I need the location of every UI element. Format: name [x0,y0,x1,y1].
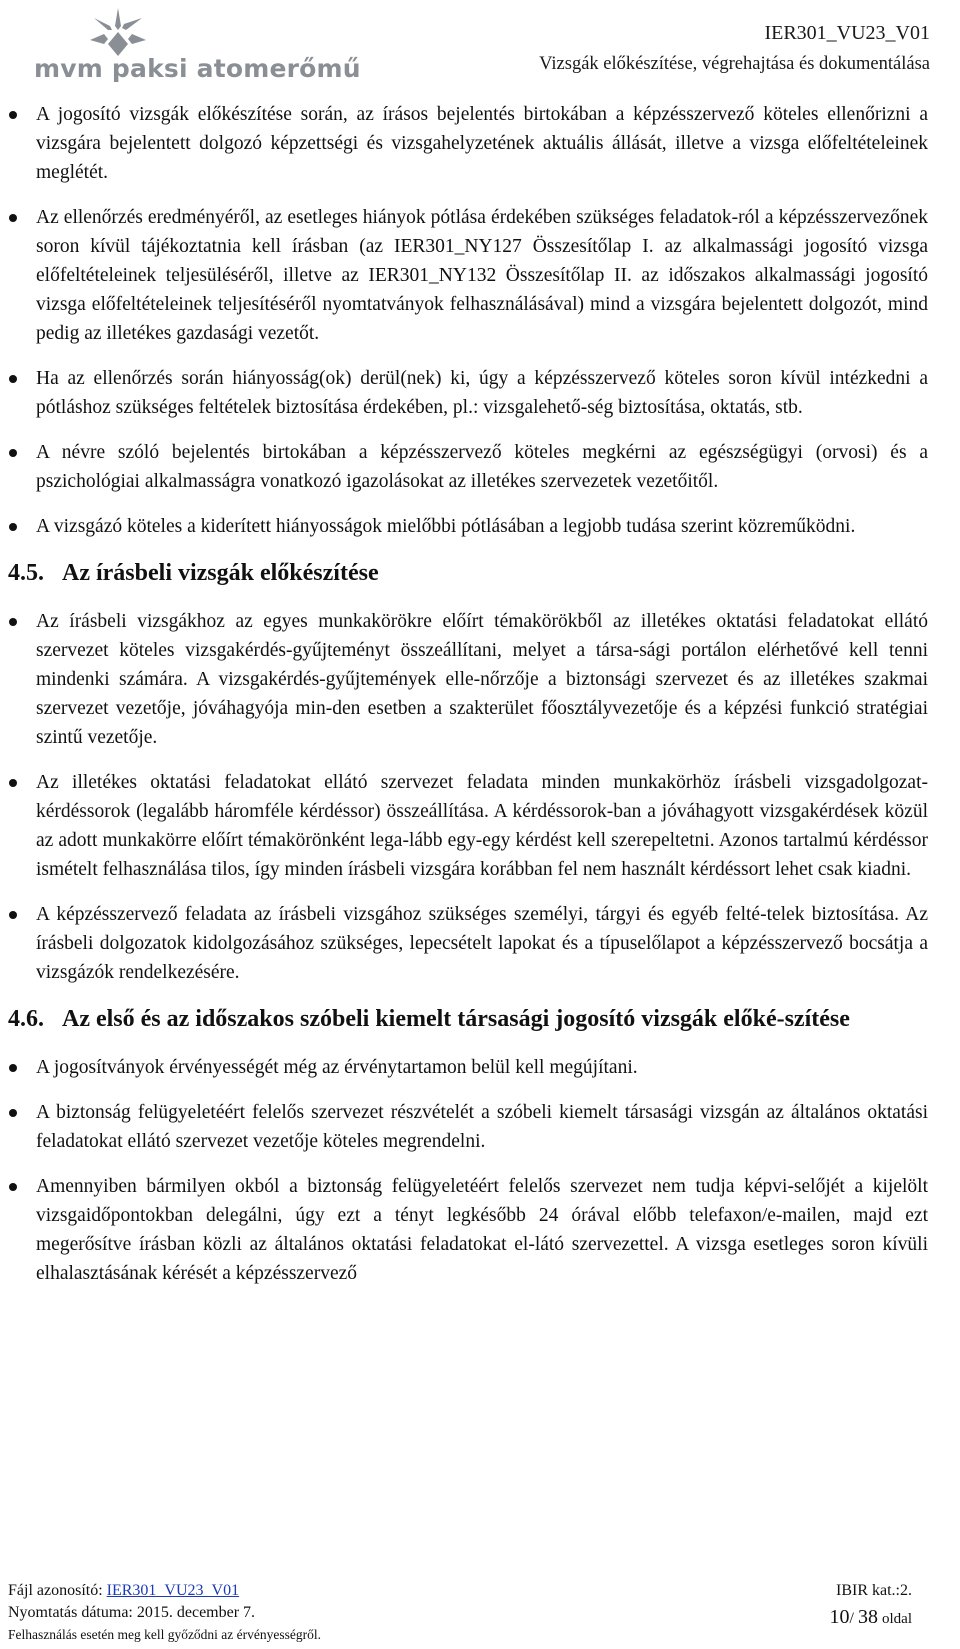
document-title: Vizsgák előkészítése, végrehajtása és dokumentálása [539,54,930,74]
page-number [830,1606,912,1629]
logo-text: mvm paksi atomerőmű [34,54,361,83]
list-item-text: A vizsgázó köteles a kiderített hiányosságok mielőbbi pótlásában a legjobb tudása szerint közreműködni. [36,516,856,537]
file-id-row [8,1580,321,1602]
page-header [0,0,960,100]
list-item-text: A jogosító vizsgák előkészítése során, az írásos bejelentés birtokában a képzésszervező köteles ellenőrizni a vizsgára bejelentett dolgozó képzettségi és vizsgahelyzetének aktuális állását, illetve a vizsga előfeltételeinek meglétét. [36,104,928,183]
bullet-icon [9,1183,17,1191]
list-item [36,100,928,187]
page-total: 38 [858,1606,878,1628]
section-4-5-bullet-list [0,607,960,987]
print-date: Nyomtatás dátuma: 2015. december 7. [8,1604,256,1621]
list-item [36,438,928,496]
bullet-icon [9,523,17,531]
list-item-text: Az illetékes oktatási feladatokat ellátó szervezet feladata minden munkakörhöz írásbeli vizsgadolgozat-kérdéssorok (legalább háromféle kérdéssor) összeállítása. A kérdéssorok-ban a jóváhagyott vizsgakérdések közül az adott munkakörre előírt témakörönként lega-lább egy-egy kérdést kell szerepeltetni. Azonos tartalmú kérdéssor ismételt felhasználása tilos, így minden írásbeli vizsgára korábban fel nem használt kérdéssort lehet csak kiadni. [36,772,928,880]
bullet-icon [9,449,17,457]
bullet-icon [9,779,17,787]
bullet-icon [9,111,17,119]
list-item-text: A biztonság felügyeletéért felelős szervezet részvételét a szóbeli kiemelt társasági vizsgán az általános oktatási feladatokat ellátó szervezet vezetője köteles megrendelni. [36,1102,928,1152]
section-title: Az első és az időszakos szóbeli kiemelt társasági jogosító vizsgák előké-szítése [62,1006,850,1032]
bullet-icon [9,618,17,626]
section-number: 4.5. [8,560,44,586]
page-separator: / [849,1610,854,1627]
security-category: IBIR kat.:2. [836,1582,912,1599]
list-item-text: Amennyiben bármilyen okból a biztonság felügyeletéért felelős szervezet nem tudja képvi-selőjét a kijelölt vizsgaidőpontokban delegálni, úgy ezt a tényt legkésőbb 24 órával előbb telefaxon/e-mailen, majd ezt megerősítve írásban közli az általános oktatási feladatokat el-látó szervezettel. A vizsga esetleges soron kívüli elhalasztásának kérését a képzésszervező [36,1176,928,1284]
section-4-6-bullet-list [0,1053,960,1288]
sun-star-icon [88,6,148,58]
page-label: oldal [882,1611,912,1627]
document-code: IER301_VU23_V01 [764,22,930,44]
list-item-text: Az írásbeli vizsgákhoz az egyes munkakörökre előírt témakörökből az illetékes oktatási feladatokat ellátó szervezet köteles vizsgakérdés-gyűjteményt összeállítani, melyet a társa-sági portálon elérhetővé kell tenni mindenki számára. A vizsgakérdés-gyűjtemények elle-nőrzője a biztonsági szervezet és az illetékes szakmai szervezet vezetője, jóváhagyója min-den esetben a szakterület főosztályvezetője és a képzési funkció stratégiai szintű vezetője. [36,611,928,748]
footer-info [8,1580,321,1646]
section-title: Az írásbeli vizsgák előkészítése [62,560,379,586]
list-item-text: A képzésszervező feladata az írásbeli vizsgához szükséges személyi, tárgyi és egyéb felté-telek biztosítása. Az írásbeli dolgozatok kidolgozásához szükséges, lepecsételt lapokat és a típuselőlapot a képzésszervező bocsátja a vizsgázók rendelkezésére. [36,904,928,983]
validity-note: Felhasználás esetén meg kell győződni az érvényességről. [8,1627,322,1642]
company-logo [28,6,361,86]
bullet-icon [9,911,17,919]
section-number: 4.6. [8,1006,44,1032]
bullet-icon [9,375,17,383]
section-heading-4-6 [0,1003,960,1035]
section-heading-4-5 [0,557,960,589]
list-item [36,900,928,987]
list-item-text: A névre szóló bejelentés birtokában a képzésszervező köteles megkérni az egészségügyi (orvosi) és a pszichológiai alkalmasságra vonatkozó igazolásokat az illetékes szervezetek vezetőitől. [36,442,928,492]
list-item-text: A jogosítványok érvényességét még az érvénytartamon belül kell megújítani. [36,1057,638,1078]
bullet-icon [9,214,17,222]
list-item-text: Az ellenőrzés eredményéről, az esetleges hiányok pótlása érdekében szükséges feladatok-ról a képzésszervezőnek soron kívül tájékoztatnia kell írásban (az IER301_NY127 Összesítőlap I. az alkalmassági jogosító vizsga előfeltételeinek teljesüléséről, illetve az IER301_NY132 Összesítőlap II. az időszakos alkalmassági jogosító vizsga előfeltételeinek teljesítéséről nyomtatványok felhasználásával) mind a vizsgára bejelentett dolgozót, mind pedig az illetékes gazdasági vezetőt. [36,207,928,344]
bullet-icon [9,1064,17,1072]
list-item [36,512,928,541]
page-content [0,100,960,1304]
page-footer [0,1580,960,1649]
file-id-link[interactable]: IER301_VU23_V01 [106,1582,240,1599]
file-id-label: Fájl azonosító: [8,1582,103,1599]
list-item [36,1053,928,1082]
page-current: 10 [829,1606,850,1628]
list-item [36,364,928,422]
intro-bullet-list [0,100,960,541]
list-item [36,768,928,884]
bullet-icon [9,1109,17,1117]
list-item [36,607,928,752]
list-item [36,1172,928,1288]
list-item-text: Ha az ellenőrzés során hiányosság(ok) derül(nek) ki, úgy a képzésszervező köteles soron kívül intézkedni a pótláshoz szükséges feltételek biztosítása érdekében, pl.: vizsgalehető-ség biztosítása, oktatás, stb. [36,368,928,418]
list-item [36,1098,928,1156]
list-item [36,203,928,348]
